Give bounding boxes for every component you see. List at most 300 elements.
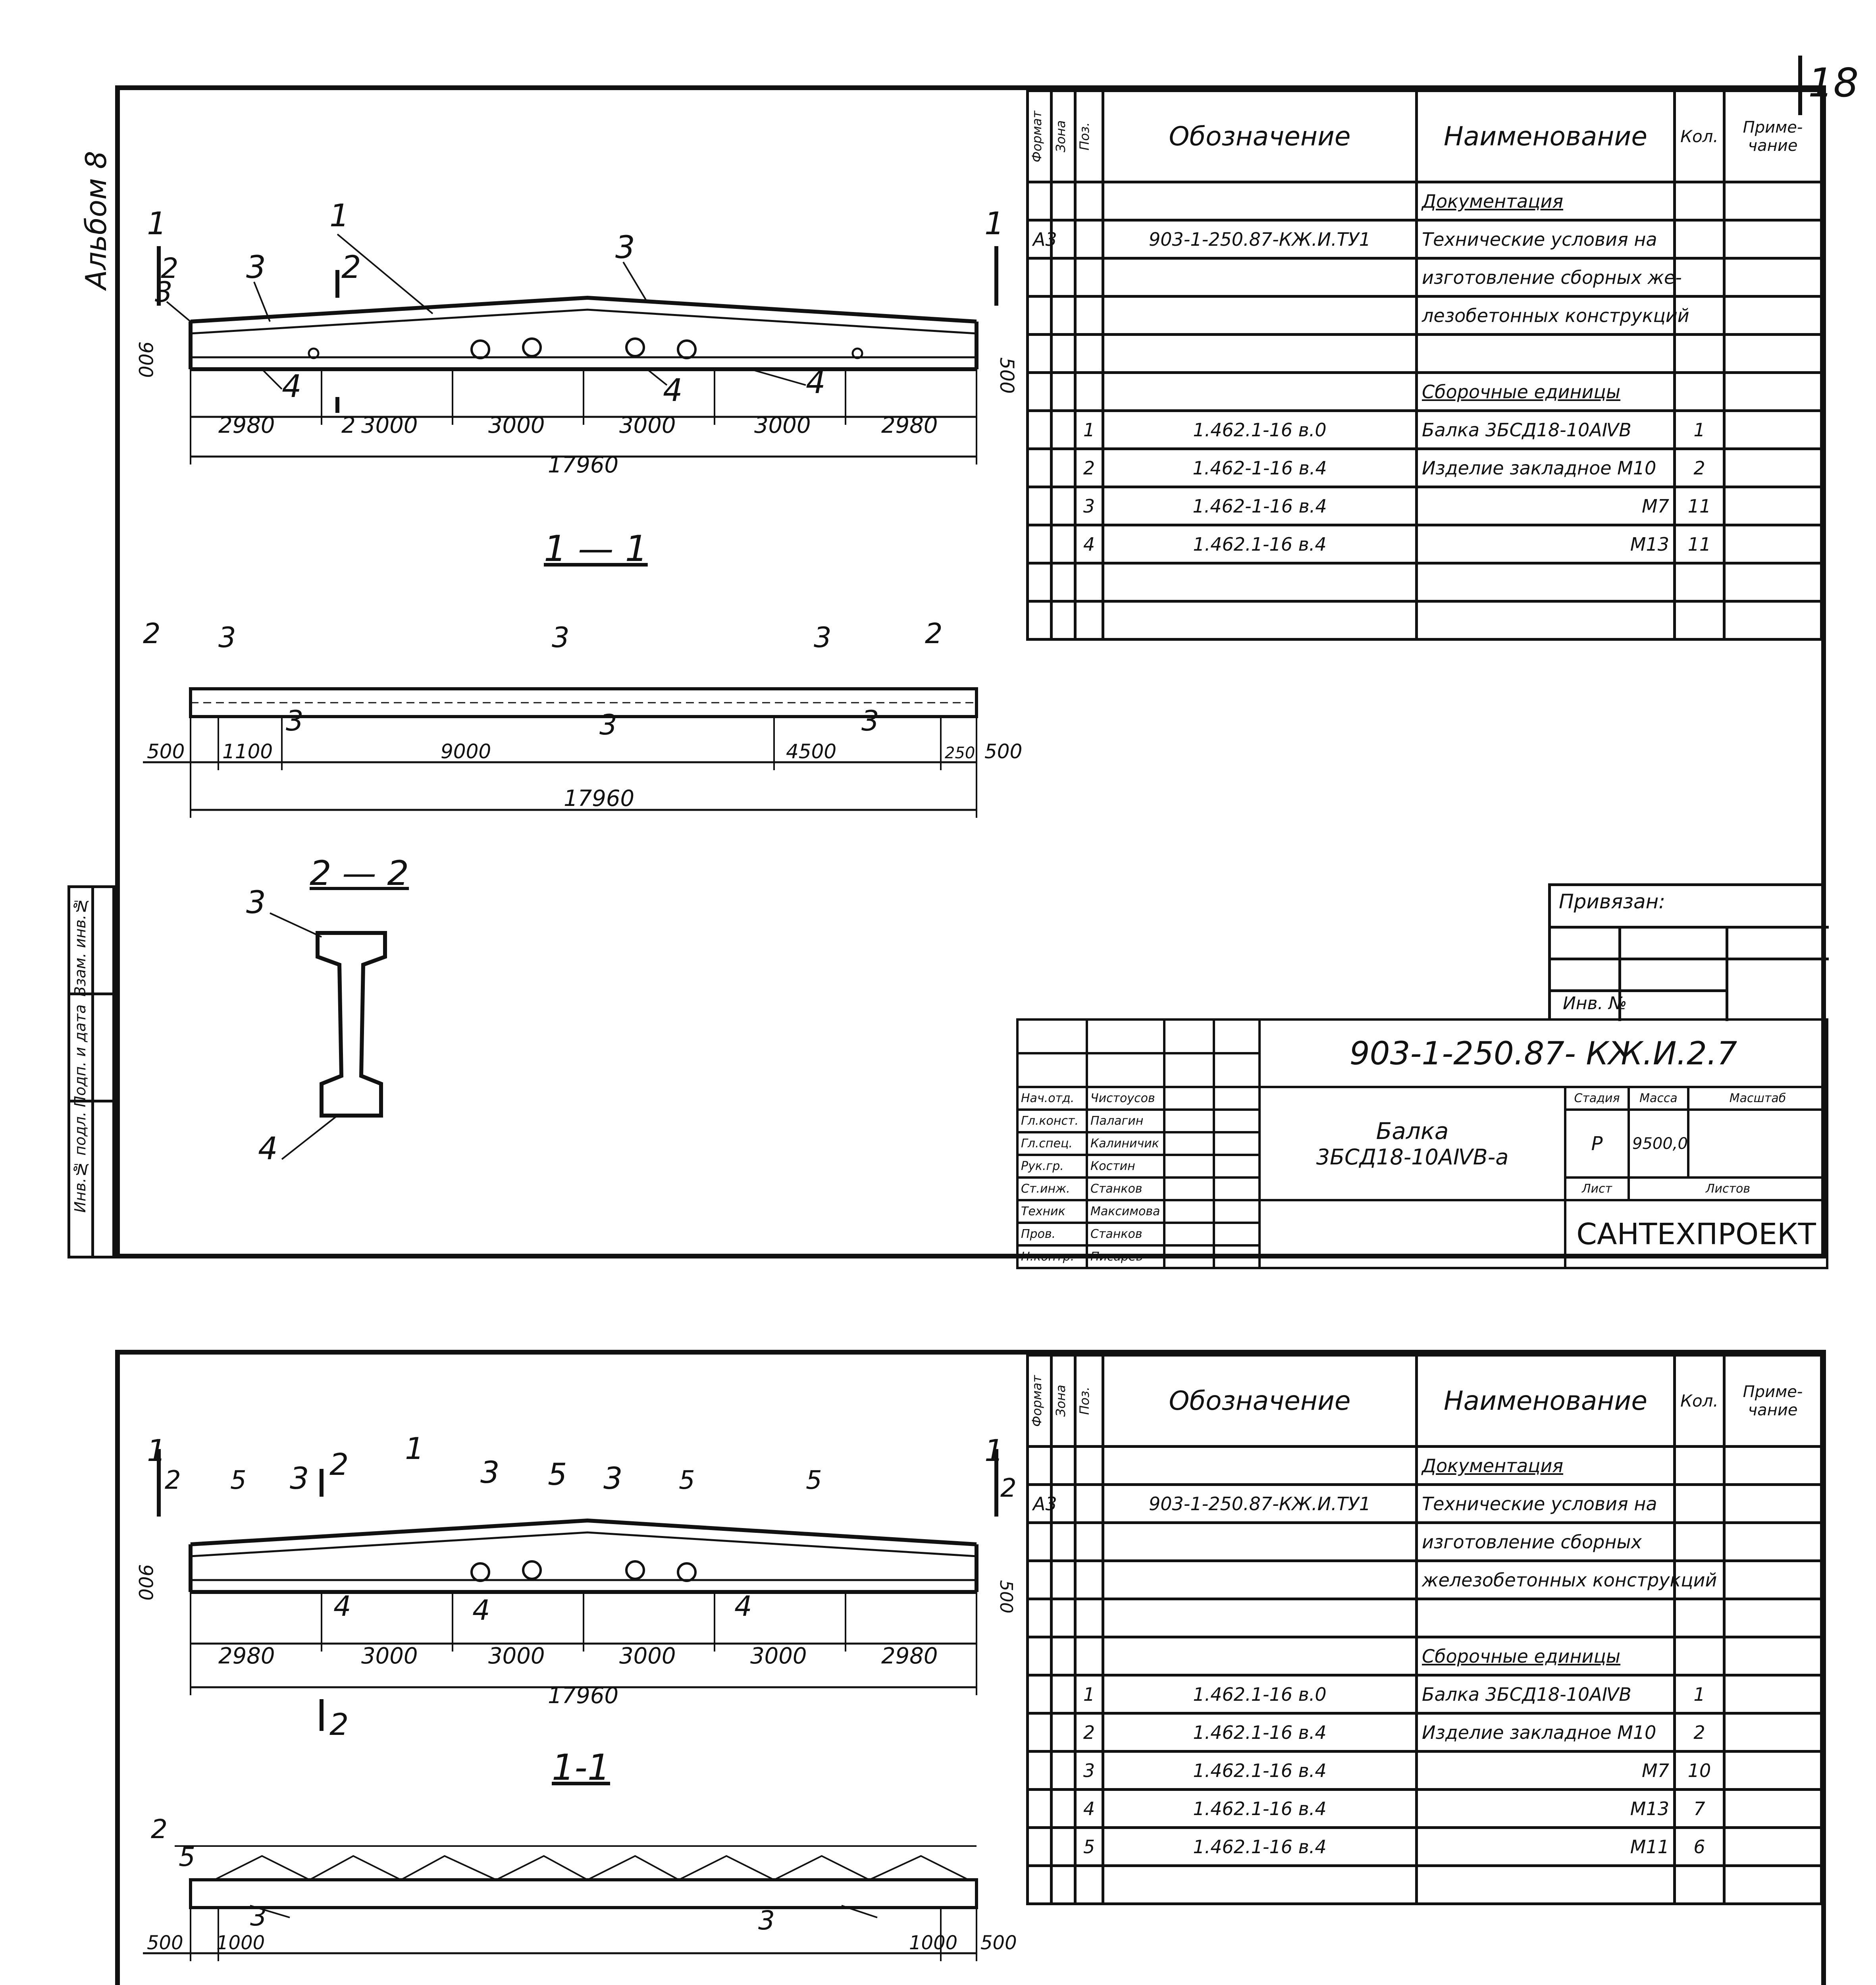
stamp-signature: [1164, 1155, 1214, 1178]
stamp-role: Н.контр.: [1017, 1245, 1087, 1268]
spec-format: [1028, 335, 1052, 373]
spec-designation: 903-1-250.87-КЖ.И.ТУ1: [1103, 220, 1417, 258]
spec-format: [1028, 411, 1052, 449]
org-name: САНТЕХПРОЕКТ: [1565, 1200, 1827, 1268]
stamp-date: [1214, 1245, 1260, 1268]
callout: 5: [679, 1466, 695, 1495]
spec-row: [1028, 335, 1822, 373]
spec-name: железобетонных конструкций: [1417, 1561, 1675, 1599]
callout: 4: [806, 365, 826, 401]
spec-note: [1724, 1752, 1822, 1790]
col-note: Приме-чание: [1724, 91, 1822, 182]
spec-name: Изделие закладное М10: [1417, 1713, 1675, 1752]
spec-note: [1724, 258, 1822, 297]
callout: 4: [258, 1131, 278, 1167]
callout: 3: [246, 250, 266, 285]
stamp-title: [1260, 1087, 1565, 1200]
spec-pos: [1075, 335, 1103, 373]
spec-note: [1724, 373, 1822, 411]
spec-designation: 1.462.1-16 в.4: [1103, 1828, 1417, 1866]
dim-total: 17960: [564, 786, 635, 811]
callout: 3: [155, 276, 173, 308]
spec-zone: [1052, 373, 1075, 411]
stamp-role: Пров.: [1017, 1223, 1087, 1245]
spec-name: Сборочные единицы: [1417, 1637, 1675, 1675]
spec-zone: [1052, 1866, 1075, 1904]
spec-name: [1417, 335, 1675, 373]
spec-designation: [1103, 335, 1417, 373]
spec-name: лезобетонных конструкций: [1417, 297, 1675, 335]
stamp-name: Палагин: [1087, 1110, 1164, 1132]
spec-qty: [1675, 1866, 1724, 1904]
spec-row: [1028, 182, 1822, 220]
spec-pos: 2: [1075, 1713, 1103, 1752]
spec-designation: [1103, 1637, 1417, 1675]
col-pos: Поз.: [1075, 1355, 1103, 1447]
spec-row: [1028, 1447, 1822, 1485]
stamp-signature: [1164, 1132, 1214, 1155]
spec-zone: [1052, 1599, 1075, 1637]
stamp-name: Калиничик: [1087, 1132, 1164, 1155]
spec-designation: 903-1-250.87-КЖ.И.ТУ1: [1103, 1485, 1417, 1523]
stage-value: Р: [1565, 1110, 1629, 1178]
spec-name: изготовление сборных: [1417, 1523, 1675, 1561]
spec-qty: [1675, 563, 1724, 601]
spec-row: [1028, 1828, 1822, 1866]
spec-designation: [1103, 1866, 1417, 1904]
dim: 1000: [909, 1932, 958, 1954]
callout: 1: [329, 198, 349, 234]
privyazan-label: Привязан:: [1559, 890, 1666, 913]
stamp-signature: [1164, 1200, 1214, 1223]
specification-table: [1026, 89, 1823, 641]
spec-note: [1724, 601, 1822, 640]
section-mark: 2: [329, 1707, 349, 1742]
callout: 5: [806, 1466, 822, 1495]
spec-format: [1028, 1713, 1052, 1752]
stamp-role: Гл.спец.: [1017, 1132, 1087, 1155]
spec-pos: [1075, 1485, 1103, 1523]
spec-zone: [1052, 1790, 1075, 1828]
spec-designation: [1103, 1561, 1417, 1599]
callout: 3: [861, 705, 879, 737]
spec-note: [1724, 1866, 1822, 1904]
callout: 4: [333, 1590, 351, 1623]
spec-pos: [1075, 1523, 1103, 1561]
spec-note: [1724, 335, 1822, 373]
spec-format: А3: [1028, 1485, 1052, 1523]
spec-note: [1724, 487, 1822, 525]
spec-note: [1724, 1675, 1822, 1713]
spec-qty: 2: [1675, 449, 1724, 487]
spec-pos: [1075, 1447, 1103, 1485]
col-name: Наименование: [1417, 91, 1675, 182]
dim-span: 3000: [619, 1643, 676, 1669]
spec-zone: [1052, 1561, 1075, 1599]
spec-designation: [1103, 1447, 1417, 1485]
spec-pos: 2: [1075, 449, 1103, 487]
stamp-date: [1214, 1110, 1260, 1132]
spec-format: [1028, 1675, 1052, 1713]
spec-zone: [1052, 563, 1075, 601]
spec-row: [1028, 487, 1822, 525]
side-label: Подп. и дата: [71, 1004, 89, 1107]
spec-designation: 1.462.1-16 в.0: [1103, 411, 1417, 449]
side-label: Инв.№ подл.: [71, 1112, 89, 1213]
spec-row: [1028, 411, 1822, 449]
stamp-date: [1214, 1178, 1260, 1200]
spec-pos: 4: [1075, 1790, 1103, 1828]
stamp-signature: [1164, 1245, 1214, 1268]
callout: 4: [282, 369, 302, 405]
callout: 2: [161, 252, 179, 285]
callout: 2: [925, 617, 943, 650]
spec-note: [1724, 1637, 1822, 1675]
scale-value: [1688, 1110, 1827, 1178]
spec-format: [1028, 1637, 1052, 1675]
callout: 2: [165, 1466, 181, 1495]
spec-qty: [1675, 1637, 1724, 1675]
spec-row: [1028, 1790, 1822, 1828]
spec-note: [1724, 563, 1822, 601]
spec-format: [1028, 601, 1052, 640]
spec-row: [1028, 1637, 1822, 1675]
stamp-date: [1214, 1087, 1260, 1110]
section-mark: 2: [329, 1447, 349, 1482]
spec-pos: [1075, 563, 1103, 601]
spec-pos: [1075, 1561, 1103, 1599]
page-number: 18: [1808, 60, 1859, 106]
dim: 9000: [441, 740, 491, 763]
spec-zone: [1052, 601, 1075, 640]
spec-row: [1028, 1561, 1822, 1599]
spec-pos: [1075, 258, 1103, 297]
spec-note: [1724, 1561, 1822, 1599]
spec-designation: [1103, 563, 1417, 601]
spec-format: [1028, 487, 1052, 525]
spec-designation: [1103, 601, 1417, 640]
callout: 3: [290, 1461, 309, 1496]
spec-qty: [1675, 220, 1724, 258]
spec-format: [1028, 563, 1052, 601]
spec-row: [1028, 601, 1822, 640]
stamp-signature: [1164, 1087, 1214, 1110]
spec-row: [1028, 373, 1822, 411]
spec-qty: 10: [1675, 1752, 1724, 1790]
section-mark: 1: [984, 206, 1004, 242]
col-pos: Поз.: [1075, 91, 1103, 182]
stamp-date: [1214, 1132, 1260, 1155]
callout: 4: [663, 373, 683, 409]
spec-qty: [1675, 1447, 1724, 1485]
spec-note: [1724, 1713, 1822, 1752]
spec-pos: [1075, 373, 1103, 411]
spec-row: [1028, 1485, 1822, 1523]
spec-pos: 1: [1075, 1675, 1103, 1713]
callout: 5: [548, 1457, 567, 1492]
col-format: Формат: [1028, 91, 1052, 182]
col-zone: Зона: [1052, 1355, 1075, 1447]
dim-span: 2980: [218, 412, 275, 438]
spec-row: [1028, 1523, 1822, 1561]
stamp-role: Ст.инж.: [1017, 1178, 1087, 1200]
callout: 5: [179, 1842, 195, 1872]
spec-note: [1724, 182, 1822, 220]
spec-pos: 3: [1075, 1752, 1103, 1790]
spec-zone: [1052, 1447, 1075, 1485]
spec-note: [1724, 220, 1822, 258]
height-right: 500: [996, 1580, 1016, 1613]
spec-zone: [1052, 1637, 1075, 1675]
spec-name: Изделие закладное М10: [1417, 449, 1675, 487]
spec-qty: [1675, 1523, 1724, 1561]
spec-designation: [1103, 1523, 1417, 1561]
stamp-role: Нач.отд.: [1017, 1087, 1087, 1110]
privyazan-box: [1548, 883, 1826, 1018]
beam-cross-section-2-2: [222, 885, 445, 1167]
spec-name: Документация: [1417, 1447, 1675, 1485]
col-zone: Зона: [1052, 91, 1075, 182]
spec-name: Балка 3БСД18-10АⅣВ: [1417, 411, 1675, 449]
spec-note: [1724, 1828, 1822, 1866]
title-empty: [1260, 1200, 1565, 1268]
section-title: 1 — 1: [544, 528, 648, 570]
dim: 1000: [216, 1932, 265, 1954]
spec-note: [1724, 1599, 1822, 1637]
spec-format: [1028, 258, 1052, 297]
spec-pos: [1075, 182, 1103, 220]
spec-format: [1028, 1599, 1052, 1637]
spec-format: [1028, 182, 1052, 220]
inv-no-label: Инв. №: [1563, 993, 1627, 1014]
spec-pos: 5: [1075, 1828, 1103, 1866]
dim-span: 3000: [750, 1643, 807, 1669]
callout: 1: [405, 1431, 424, 1466]
stamp-name: Максимова: [1087, 1200, 1164, 1223]
mass-label: Масса: [1629, 1087, 1688, 1110]
spec-name: [1417, 1866, 1675, 1904]
spec-zone: [1052, 1675, 1075, 1713]
dim-total: 17960: [548, 1683, 619, 1709]
spec-format: [1028, 1866, 1052, 1904]
callout: 3: [218, 621, 236, 654]
callout: 3: [480, 1455, 500, 1490]
dim-span: 3000: [361, 412, 418, 438]
spec-pos: [1075, 297, 1103, 335]
document-code: 903-1-250.87- КЖ.И.2.7: [1260, 1019, 1827, 1087]
dim: 500: [147, 1932, 183, 1954]
callout: 3: [286, 705, 304, 737]
stamp-name: Станков: [1087, 1223, 1164, 1245]
spec-qty: [1675, 1485, 1724, 1523]
title-line-1: Балка: [1376, 1118, 1449, 1145]
spec-designation: 1.462.1-16 в.0: [1103, 1675, 1417, 1713]
stamp-name: Писарев: [1087, 1245, 1164, 1268]
spec-zone: [1052, 1828, 1075, 1866]
spec-pos: 3: [1075, 487, 1103, 525]
stamp-name: Станков: [1087, 1178, 1164, 1200]
spec-designation: 1.462.1-16 в.4: [1103, 525, 1417, 563]
dim-span: 3000: [754, 412, 811, 438]
spec-row: [1028, 258, 1822, 297]
height-right: 500: [996, 357, 1018, 394]
col-note: Приме-чание: [1724, 1355, 1822, 1447]
stamp-role: Рук.гр.: [1017, 1155, 1087, 1178]
dim: 500: [980, 1932, 1017, 1954]
dim-span: 3000: [619, 412, 676, 438]
spec-name: М11: [1417, 1828, 1675, 1866]
spec-qty: 6: [1675, 1828, 1724, 1866]
stamp-role: Гл.конст.: [1017, 1110, 1087, 1132]
spec-zone: [1052, 1752, 1075, 1790]
spec-row: [1028, 1675, 1822, 1713]
dim-span: 3000: [488, 412, 545, 438]
callout: 3: [246, 885, 266, 921]
spec-pos: 1: [1075, 411, 1103, 449]
spec-format: [1028, 1752, 1052, 1790]
sheet-label: Лист: [1565, 1178, 1629, 1200]
spec-name: М13: [1417, 525, 1675, 563]
spec-designation: 1.462.1-16 в.4: [1103, 1752, 1417, 1790]
beam-section-1-1-sheet2: [131, 1810, 1044, 1985]
spec-pos: [1075, 1637, 1103, 1675]
spec-name: изготовление сборных же-: [1417, 258, 1675, 297]
stage-label: Стадия: [1565, 1087, 1629, 1110]
spec-row: [1028, 220, 1822, 258]
stamp-name: Костин: [1087, 1155, 1164, 1178]
spec-format: [1028, 1561, 1052, 1599]
callout: 3: [603, 1461, 623, 1496]
section-mark: 1: [984, 1433, 1004, 1468]
spec-format: [1028, 1523, 1052, 1561]
spec-zone: [1052, 258, 1075, 297]
height-left: 900: [134, 341, 156, 378]
spec-zone: [1052, 525, 1075, 563]
callout: 3: [250, 1901, 267, 1932]
col-qty: Кол.: [1675, 91, 1724, 182]
spec-qty: [1675, 182, 1724, 220]
spec-format: [1028, 449, 1052, 487]
spec-qty: 2: [1675, 1713, 1724, 1752]
spec-qty: [1675, 1599, 1724, 1637]
section-title: 1-1: [552, 1747, 610, 1788]
dim: 1100: [222, 740, 273, 763]
spec-qty: [1675, 601, 1724, 640]
spec-designation: 1.462-1-16 в.4: [1103, 487, 1417, 525]
callout: 3: [599, 709, 617, 741]
callout: 4: [734, 1590, 752, 1623]
spec-name: [1417, 601, 1675, 640]
section-title: 2 — 2: [310, 854, 409, 893]
dim: 500: [147, 740, 185, 763]
dim: 250: [945, 744, 975, 762]
spec-note: [1724, 297, 1822, 335]
spec-zone: [1052, 449, 1075, 487]
spec-qty: 11: [1675, 525, 1724, 563]
col-qty: Кол.: [1675, 1355, 1724, 1447]
spec-name: Документация: [1417, 182, 1675, 220]
spec-format: [1028, 373, 1052, 411]
side-label: Взам. инв.№: [71, 897, 89, 997]
beam-elevation-1: [131, 191, 1044, 516]
spec-note: [1724, 525, 1822, 563]
spec-designation: [1103, 297, 1417, 335]
stamp-name: Чистоусов: [1087, 1087, 1164, 1110]
callout: 2: [151, 1814, 168, 1844]
section-mark: 2: [341, 250, 361, 285]
spec-note: [1724, 1447, 1822, 1485]
spec-note: [1724, 1790, 1822, 1828]
sheets-label: Листов: [1629, 1178, 1827, 1200]
spec-zone: [1052, 297, 1075, 335]
album-label: Альбом 8: [79, 151, 113, 290]
dim-span: 3000: [488, 1643, 545, 1669]
spec-zone: [1052, 335, 1075, 373]
col-name: Наименование: [1417, 1355, 1675, 1447]
spec-name: Технические условия на: [1417, 1485, 1675, 1523]
callout: 3: [814, 621, 832, 654]
spec-row: [1028, 525, 1822, 563]
section-mark: 1: [147, 1433, 166, 1468]
spec-row: [1028, 563, 1822, 601]
spec-note: [1724, 1485, 1822, 1523]
callout: 4: [472, 1594, 490, 1627]
spec-row: [1028, 1866, 1822, 1904]
spec-name: М13: [1417, 1790, 1675, 1828]
spec-format: [1028, 525, 1052, 563]
col-format: Формат: [1028, 1355, 1052, 1447]
spec-designation: 1.462.1-16 в.4: [1103, 1790, 1417, 1828]
dim-total: 17960: [548, 452, 619, 478]
stamp-date: [1214, 1223, 1260, 1245]
spec-zone: [1052, 411, 1075, 449]
col-designation: Обозначение: [1103, 91, 1417, 182]
callout: 3: [758, 1905, 775, 1936]
spec-qty: 1: [1675, 1675, 1724, 1713]
spec-pos: [1075, 1866, 1103, 1904]
callout: 3: [615, 230, 635, 266]
callout: 2: [1000, 1474, 1017, 1503]
dim-span: 2980: [881, 1643, 938, 1669]
stamp-signature: [1164, 1110, 1214, 1132]
spec-name: [1417, 563, 1675, 601]
spec-format: [1028, 1447, 1052, 1485]
spec-qty: [1675, 373, 1724, 411]
spec-row: [1028, 297, 1822, 335]
beam-elevation-2: [131, 1429, 1044, 1771]
spec-pos: [1075, 601, 1103, 640]
spec-format: [1028, 1828, 1052, 1866]
spec-qty: 1: [1675, 411, 1724, 449]
spec-designation: 1.462.1-16 в.4: [1103, 1713, 1417, 1752]
spec-zone: [1052, 1523, 1075, 1561]
spec-qty: [1675, 258, 1724, 297]
stamp-date: [1214, 1200, 1260, 1223]
spec-row: [1028, 1599, 1822, 1637]
spec-zone: [1052, 182, 1075, 220]
spec-designation: 1.462-1-16 в.4: [1103, 449, 1417, 487]
dim: 4500: [786, 740, 837, 763]
spec-qty: [1675, 335, 1724, 373]
callout: 5: [230, 1466, 247, 1495]
spec-format: [1028, 297, 1052, 335]
spec-format: [1028, 1790, 1052, 1828]
spec-pos: 4: [1075, 525, 1103, 563]
spec-row: [1028, 1752, 1822, 1790]
spec-name: Технические условия на: [1417, 220, 1675, 258]
stamp-role: Техник: [1017, 1200, 1087, 1223]
dim-span: 2980: [218, 1643, 275, 1669]
